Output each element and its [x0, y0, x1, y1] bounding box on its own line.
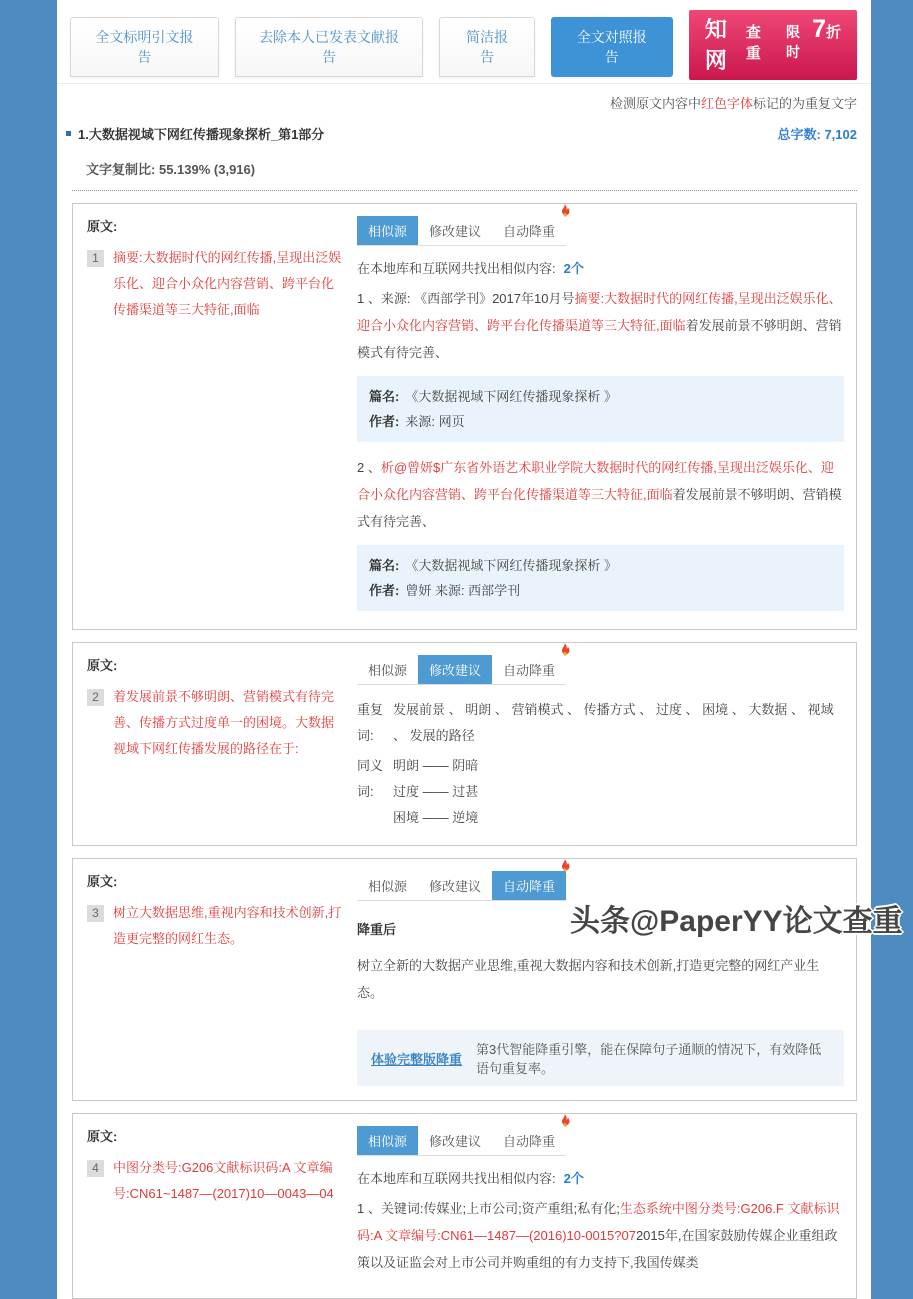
- red-text-notice: [57, 84, 871, 112]
- try-full-reduce-banner: [357, 1030, 844, 1086]
- original-text: 摘要:大数据时代的网红传播,呈现出泛娱乐化、迎合小众化内容营销、跨平台化传播渠道等三大特征,面临: [113, 250, 342, 317]
- reduced-text: 树立全新的大数据产业思维,重视大数据内容和技术创新,打造更完整的网红产业生态。: [357, 958, 820, 1000]
- try-full-reduce-desc: 第3代智能降重引擎，能在保障句子通顺的情况下，有效降低语句重复率。: [476, 1042, 822, 1076]
- cnki-check-promo-button[interactable]: [689, 10, 857, 80]
- synonyms-label: 同义词:: [357, 758, 384, 799]
- try-full-reduce-link[interactable]: 体验完整版降重: [371, 1051, 463, 1067]
- original-text: 树立大数据思维,重视内容和技术创新,打造更完整的网红生态。: [113, 905, 342, 946]
- flame-icon: [557, 642, 572, 659]
- document-title-row: [57, 112, 871, 143]
- tab-similar-sources[interactable]: 相似源: [368, 879, 408, 894]
- tab-auto-reduce[interactable]: 自动降重: [503, 224, 556, 239]
- notice-suffix: 标记的为重复文字: [752, 96, 857, 111]
- source-title: 《大数据视域下网红传播现象探析 》: [405, 558, 617, 573]
- repeat-words-label: 重复词:: [357, 702, 384, 743]
- source-author: 曾妍 来源: 西部学刊: [405, 583, 521, 598]
- match-section-3: [72, 858, 857, 1101]
- item-number-badge: 4: [87, 1160, 104, 1177]
- original-column: [87, 1126, 343, 1284]
- total-words-label: 总字数:: [777, 127, 821, 142]
- promo-discount-number: 7: [812, 15, 826, 43]
- promo-discount-unit: 折: [825, 24, 841, 41]
- copy-ratio: [57, 143, 871, 188]
- source-title: 《大数据视域下网红传播现象探析 》: [405, 389, 617, 404]
- promo-brand2: 查重: [745, 24, 761, 62]
- original-label: 原文:: [87, 874, 118, 889]
- document-title: [66, 124, 324, 143]
- synonyms-list: [393, 753, 844, 831]
- document-title-text: 1.大数据视域下网红传播现象探析_第1部分: [78, 127, 325, 142]
- report-page: [57, 0, 871, 1299]
- match-section-1: [72, 203, 857, 630]
- synonym-pair: 明朗 —— 阴暗: [393, 758, 479, 773]
- total-words-value: 7,102: [824, 127, 857, 142]
- tab-full-citation-report[interactable]: 全文标明引文报告: [70, 17, 219, 77]
- tab-exclude-self-report[interactable]: 去除本人已发表文献报告: [235, 17, 424, 77]
- notice-prefix: 检测原文内容中: [609, 96, 701, 111]
- item-number-badge: 1: [87, 250, 104, 267]
- tab-auto-reduce[interactable]: 自动降重: [492, 871, 566, 900]
- synonym-pair: 困境 —— 逆境: [393, 810, 479, 825]
- match-section-4: [72, 1113, 857, 1299]
- tab-auto-reduce[interactable]: 自动降重: [503, 1134, 556, 1149]
- copy-ratio-value: 55.139% (3,916): [158, 162, 256, 177]
- tab-edit-suggestions[interactable]: 修改建议: [429, 1134, 482, 1149]
- tab-edit-suggestions[interactable]: 修改建议: [418, 655, 492, 684]
- source-paragraph: 2 、析@曾妍$广东省外语艺术职业学院大数据时代的网红传播,呈现出泛娱乐化、迎合小众化内容营销、跨平台化传播渠道等三大特征,面临着发展前景不够明朗、营销模式有待完善、: [357, 460, 842, 529]
- item-number-badge: 3: [87, 905, 104, 922]
- source-paragraph: 1 、来源: 《西部学刊》2017年10月号摘要:大数据时代的网红传播,呈现出泛娱乐化、迎合小众化内容营销、跨平台化传播渠道等三大特征,面临着发展前景不够明朗、营销模式有待完善、: [357, 291, 842, 360]
- original-label: 原文:: [87, 658, 118, 673]
- original-item: [87, 684, 343, 762]
- original-column: [87, 655, 343, 831]
- toutiao-watermark: 头条@PaperYY论文查重: [570, 905, 903, 938]
- title-bullet-icon: [66, 131, 71, 136]
- item-number-badge: 2: [87, 689, 104, 706]
- dotted-divider: [72, 190, 857, 191]
- tab-auto-reduce[interactable]: 自动降重: [503, 663, 556, 678]
- source-info-box: 篇名: 《大数据视域下网红传播现象探析 》 作者: 曾妍 来源: 西部学刊: [357, 545, 844, 611]
- detail-column: [357, 216, 844, 615]
- original-text: 着发展前景不够明朗、营销模式有待完善、传播方式过度单一的困境。大数据视域下网红传播发展的路径在于:: [113, 689, 335, 756]
- detail-tabs: [357, 655, 566, 685]
- source-info-box: 篇名: 《大数据视域下网红传播现象探析 》 作者: 来源: 网页: [357, 376, 844, 442]
- source-author: 来源: 网页: [405, 414, 465, 429]
- repeat-words-row: [357, 697, 844, 749]
- detail-tabs: [357, 871, 566, 901]
- synonym-pair: 过度 —— 过甚: [393, 784, 479, 799]
- detail-column: [357, 1126, 844, 1284]
- match-section-2: [72, 642, 857, 846]
- found-count: 2个: [563, 261, 584, 276]
- synonyms-row: [357, 753, 844, 831]
- found-count: 2个: [563, 1171, 584, 1186]
- tab-brief-report[interactable]: 简洁报告: [439, 17, 534, 77]
- original-label: 原文:: [87, 1129, 118, 1144]
- tab-similar-sources[interactable]: 相似源: [368, 663, 408, 678]
- report-tabs-bar: [57, 0, 871, 84]
- tab-similar-sources[interactable]: 相似源: [357, 1126, 418, 1155]
- original-item: [87, 900, 343, 952]
- tab-full-comparison-report[interactable]: 全文对照报告: [551, 17, 673, 77]
- original-label: 原文:: [87, 219, 118, 234]
- original-item: [87, 245, 343, 323]
- original-text: 中图分类号:G206文献标识码:A 文章编号:CN61~1487—(2017)10—0043—04: [113, 1160, 334, 1201]
- found-summary: 在本地库和互联网共找出相似内容: 2个: [357, 261, 584, 276]
- flame-icon: [557, 858, 572, 875]
- notice-highlight: 红色字体: [700, 96, 753, 111]
- source-paragraph: 1 、关键词:传媒业;上市公司;资产重组;私有化;生态系统中图分类号:G206.F 文献标识码:A 文章编号:CN61—1487—(2016)10-0015?072015年,在国家鼓励传媒企业重组政策以及证监会对上市公司并购重组的有力支持下,我国传媒类: [357, 1201, 840, 1270]
- tab-edit-suggestions[interactable]: 修改建议: [429, 224, 482, 239]
- original-item: [87, 1155, 343, 1207]
- copy-ratio-label: 文字复制比:: [86, 162, 156, 177]
- total-words: [777, 124, 857, 143]
- tab-similar-sources[interactable]: 相似源: [357, 216, 418, 245]
- detail-column: [357, 655, 844, 831]
- after-reduce-label: 降重后: [357, 922, 397, 937]
- original-column: [87, 216, 343, 615]
- promo-limit-label: 限时: [785, 24, 800, 60]
- flame-icon: [557, 1113, 572, 1130]
- repeat-words-list: 发展前景 、 明朗 、 营销模式 、 传播方式 、 过度 、 困境 、 大数据 、 视域 、 发展的路径: [393, 702, 834, 743]
- tab-edit-suggestions[interactable]: 修改建议: [429, 879, 482, 894]
- detail-tabs: [357, 216, 566, 246]
- promo-brand: 知网: [704, 17, 727, 73]
- detail-tabs: [357, 1126, 566, 1156]
- found-summary: 在本地库和互联网共找出相似内容: 2个: [357, 1171, 584, 1186]
- original-column: [87, 871, 343, 1086]
- flame-icon: [557, 203, 572, 220]
